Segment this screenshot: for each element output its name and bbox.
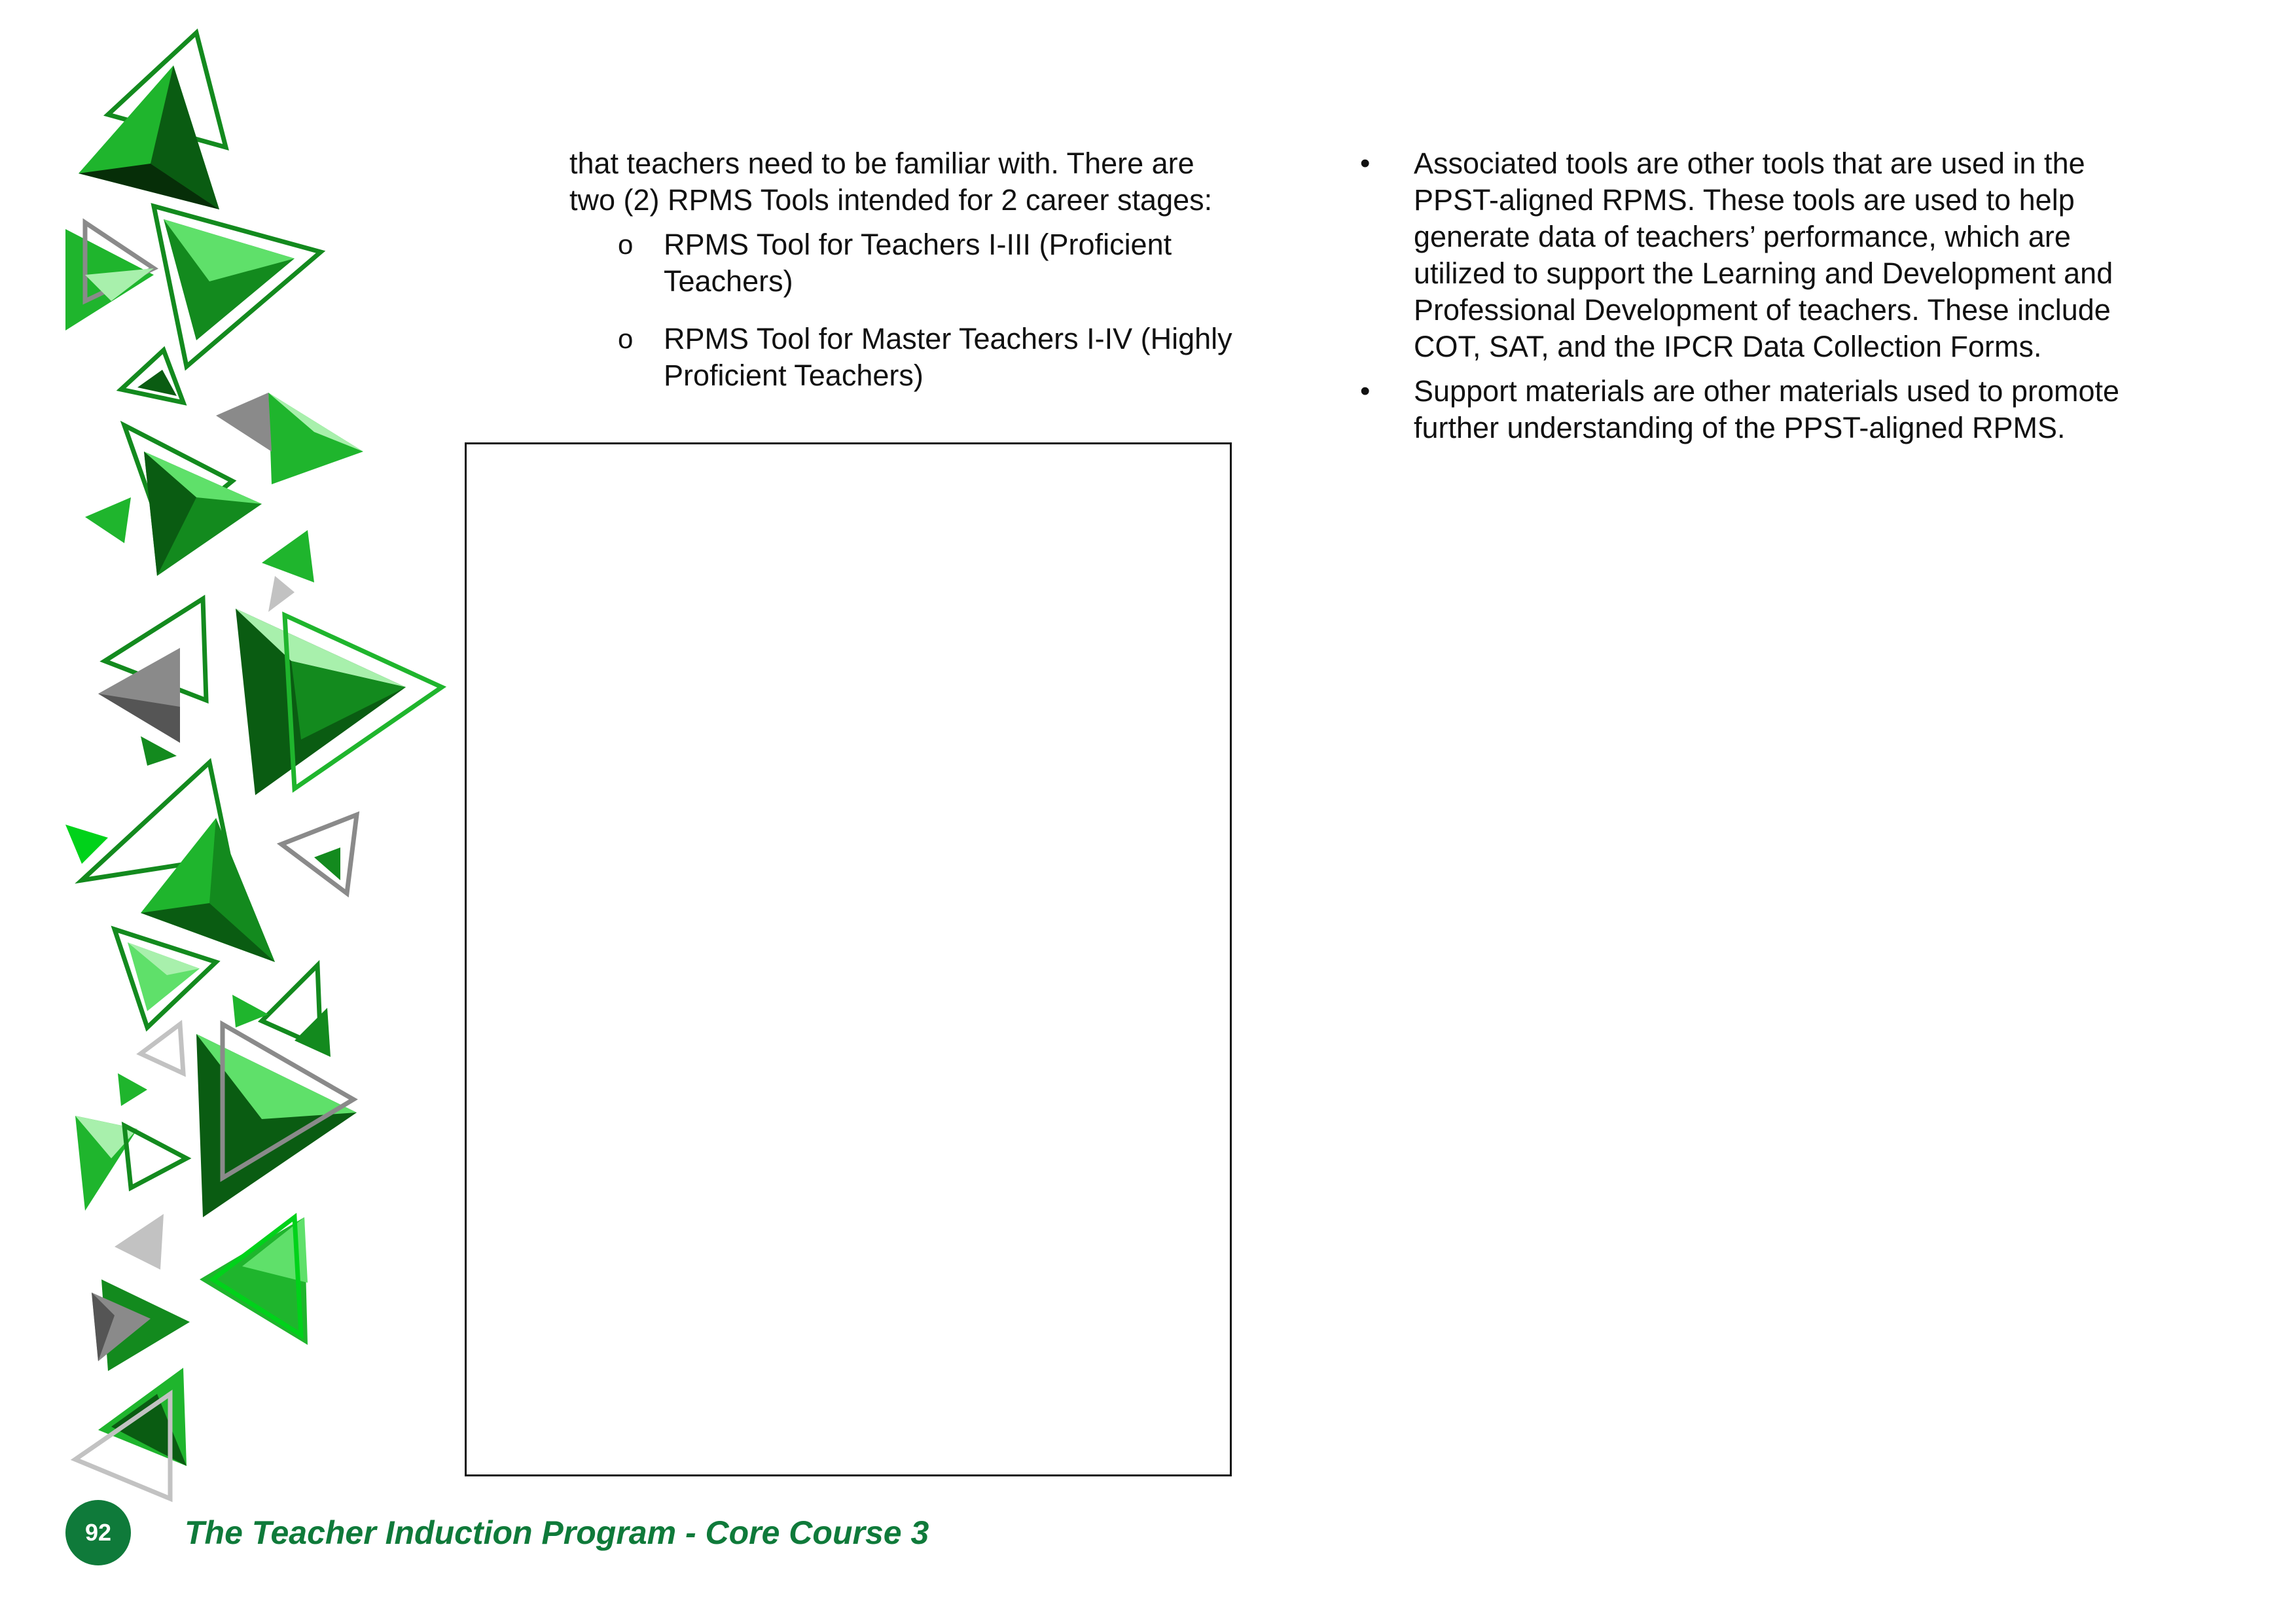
triangle-shape	[295, 1008, 331, 1057]
list-item-text: RPMS Tool for Teachers I-III (Proficient Teachers)	[664, 228, 1172, 298]
list-item-text: RPMS Tool for Master Teachers I-IV (Highly Proficient Teachers)	[664, 322, 1232, 392]
list-item	[569, 321, 1237, 394]
footer-title: The Teacher Induction Program - Core Course 3	[185, 1514, 929, 1551]
image-placeholder-frame	[465, 442, 1232, 1476]
triangle-shape	[268, 393, 363, 484]
list-item-text: Support materials are other materials used to promote further understanding of the PPST-aligned RPMS.	[1414, 374, 2120, 444]
triangle-shape	[216, 393, 272, 452]
triangle-shape	[115, 1214, 164, 1270]
list-item	[1348, 145, 2160, 365]
circle-bullet-icon: o	[618, 229, 634, 260]
right-text-column	[1348, 145, 2160, 454]
rpms-tools-list	[569, 226, 1237, 394]
triangle-shape	[314, 847, 340, 880]
bullet-dot-icon: •	[1360, 375, 1371, 407]
triangle-shape	[141, 736, 177, 766]
bullet-dot-icon: •	[1360, 147, 1371, 179]
list-item	[1348, 373, 2160, 446]
list-item	[569, 226, 1237, 300]
triangle-shape	[65, 825, 108, 864]
tools-bullet-list	[1348, 145, 2160, 446]
triangle-shape	[262, 530, 314, 582]
triangle-shape	[118, 1073, 147, 1106]
intro-paragraph: that teachers need to be familiar with. There are two (2) RPMS Tools intended for 2 career stages:	[569, 147, 1213, 217]
left-text-column	[569, 145, 1237, 415]
page-number-badge: 92	[65, 1500, 131, 1565]
triangle-shape	[268, 576, 295, 612]
triangle-shape	[124, 1126, 187, 1188]
triangle-shape	[85, 497, 131, 543]
triangle-shape	[281, 815, 357, 893]
decorative-triangles	[0, 0, 471, 1505]
circle-bullet-icon: o	[618, 323, 634, 354]
triangle-shape	[141, 1024, 183, 1073]
list-item-text: Associated tools are other tools that are used in the PPST-aligned RPMS. These tools are used to help generate data of teachers’ performance, which are utilized to support the Learning and Development and Professional Development of teachers. These include COT, SAT, and the IPCR Data Collection Forms.	[1414, 147, 2113, 363]
